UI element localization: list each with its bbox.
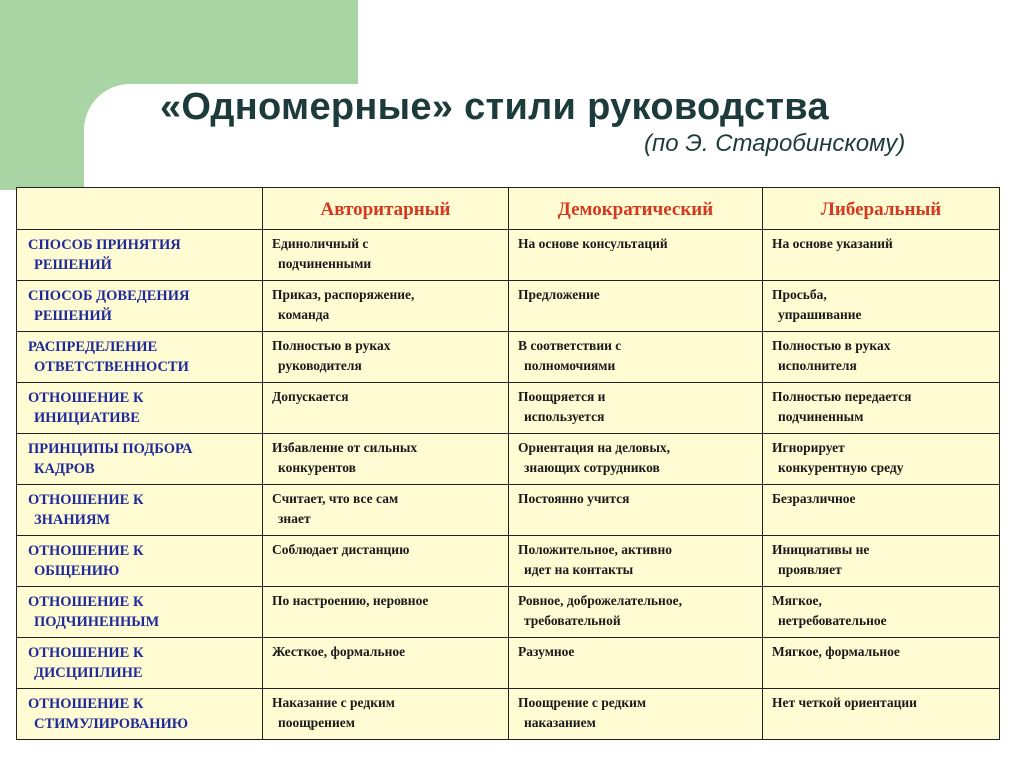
cell-line: ЗНАНИЯМ xyxy=(34,512,111,528)
cell-line: Положительное, активно xyxy=(518,542,672,557)
cell-line: ОТНОШЕНИЕ К xyxy=(28,492,144,508)
liberal-cell xyxy=(763,383,1000,434)
cell-line: Мягкое, формальное xyxy=(772,644,900,659)
cell-line: ОТНОШЕНИЕ К xyxy=(28,543,144,559)
liberal-cell xyxy=(763,281,1000,332)
row-label-cell xyxy=(17,485,263,536)
table-body xyxy=(17,230,1000,740)
authoritarian-cell xyxy=(263,383,509,434)
cell-line: ОТНОШЕНИЕ К xyxy=(28,594,144,610)
democratic-cell xyxy=(509,638,763,689)
cell-line: Жесткое, формальное xyxy=(272,644,406,659)
cell-line: ОТНОШЕНИЕ К xyxy=(28,390,144,406)
cell-line: Безразличное xyxy=(772,491,856,506)
democratic-cell xyxy=(509,689,763,740)
cell-line: Разумное xyxy=(518,644,575,659)
row-label-cell xyxy=(17,230,263,281)
row-label-cell xyxy=(17,383,263,434)
cell-line: конкурентов xyxy=(278,460,356,475)
democratic-cell xyxy=(509,587,763,638)
cell-line: КАДРОВ xyxy=(34,461,95,477)
cell-line: ОБЩЕНИЮ xyxy=(34,563,120,579)
cell-line: Инициативы не xyxy=(772,542,870,557)
cell-line: Поощрение с редким xyxy=(518,695,647,710)
table-row xyxy=(17,485,1000,536)
liberal-cell xyxy=(763,689,1000,740)
table-row xyxy=(17,230,1000,281)
table-row xyxy=(17,638,1000,689)
authoritarian-cell xyxy=(263,536,509,587)
cell-line: РЕШЕНИЙ xyxy=(34,308,112,324)
table-row xyxy=(17,332,1000,383)
cell-line: На основе указаний xyxy=(772,236,893,251)
democratic-cell xyxy=(509,536,763,587)
cell-line: Полностью в руках xyxy=(772,338,891,353)
cell-line: На основе консультаций xyxy=(518,236,668,251)
cell-line: Постоянно учится xyxy=(518,491,630,506)
row-label-cell xyxy=(17,587,263,638)
cell-line: РАСПРЕДЕЛЕНИЕ xyxy=(28,339,158,355)
authoritarian-cell xyxy=(263,689,509,740)
cell-line: поощрением xyxy=(278,715,355,730)
democratic-cell xyxy=(509,230,763,281)
democratic-cell xyxy=(509,434,763,485)
cell-line: нетребовательное xyxy=(778,613,887,628)
table-row xyxy=(17,383,1000,434)
table-row xyxy=(17,536,1000,587)
cell-line: подчиненными xyxy=(278,256,372,271)
cell-line: руководителя xyxy=(278,358,362,373)
table-header-row xyxy=(17,188,1000,230)
cell-line: ДИСЦИПЛИНЕ xyxy=(34,665,143,681)
liberal-cell xyxy=(763,434,1000,485)
authoritarian-cell xyxy=(263,485,509,536)
cell-line: СТИМУЛИРОВАНИЮ xyxy=(34,716,189,732)
liberal-cell xyxy=(763,485,1000,536)
authoritarian-cell xyxy=(263,332,509,383)
democratic-cell xyxy=(509,383,763,434)
cell-line: идет на контакты xyxy=(524,562,634,577)
row-label-cell xyxy=(17,434,263,485)
cell-line: Нет четкой ориентации xyxy=(772,695,917,710)
cell-line: ПОДЧИНЕННЫМ xyxy=(34,614,160,630)
slide-title: «Одномерные» стили руководства xyxy=(160,86,829,128)
cell-line: Полностью передается xyxy=(772,389,912,404)
cell-line: Приказ, распоряжение, xyxy=(272,287,415,302)
header-democratic: Демократический xyxy=(509,188,763,230)
cell-line: команда xyxy=(278,307,330,322)
cell-line: проявляет xyxy=(778,562,842,577)
cell-line: требовательной xyxy=(524,613,621,628)
table-row xyxy=(17,281,1000,332)
row-label-cell xyxy=(17,281,263,332)
cell-line: Мягкое, xyxy=(772,593,822,608)
cell-line: знающих сотрудников xyxy=(524,460,660,475)
liberal-cell xyxy=(763,536,1000,587)
democratic-cell xyxy=(509,332,763,383)
cell-line: По настроению, неровное xyxy=(272,593,429,608)
header-corner-cell xyxy=(17,188,263,230)
cell-line: Предложение xyxy=(518,287,600,302)
cell-line: используется xyxy=(524,409,605,424)
authoritarian-cell xyxy=(263,434,509,485)
authoritarian-cell xyxy=(263,230,509,281)
democratic-cell xyxy=(509,281,763,332)
liberal-cell xyxy=(763,332,1000,383)
cell-line: Наказание с редким xyxy=(272,695,395,710)
cell-line: ОТНОШЕНИЕ К xyxy=(28,696,144,712)
cell-line: ПРИНЦИПЫ ПОДБОРА xyxy=(28,441,193,457)
cell-line: Считает, что все сам xyxy=(272,491,399,506)
cell-line: СПОСОБ ПРИНЯТИЯ xyxy=(28,237,181,253)
leadership-styles-table xyxy=(16,187,1000,740)
cell-line: Ориентация на деловых, xyxy=(518,440,671,455)
cell-line: В соответствии с xyxy=(518,338,622,353)
cell-line: наказанием xyxy=(524,715,596,730)
cell-line: Допускается xyxy=(272,389,349,404)
header-authoritarian: Авторитарный xyxy=(263,188,509,230)
cell-line: Избавление от сильных xyxy=(272,440,418,455)
table-row xyxy=(17,587,1000,638)
liberal-cell xyxy=(763,638,1000,689)
cell-line: Просьба, xyxy=(772,287,827,302)
table-row xyxy=(17,434,1000,485)
cell-line: упрашивание xyxy=(778,307,862,322)
row-label-cell xyxy=(17,689,263,740)
cell-line: подчиненным xyxy=(778,409,864,424)
cell-line: ОТВЕТСТВЕННОСТИ xyxy=(34,359,189,375)
cell-line: ИНИЦИАТИВЕ xyxy=(34,410,140,426)
cell-line: полномочиями xyxy=(524,358,616,373)
cell-line: СПОСОБ ДОВЕДЕНИЯ xyxy=(28,288,190,304)
cell-line: Соблюдает дистанцию xyxy=(272,542,410,557)
row-label-cell xyxy=(17,332,263,383)
row-label-cell xyxy=(17,536,263,587)
table-row xyxy=(17,689,1000,740)
cell-line: исполнителя xyxy=(778,358,857,373)
cell-line: знает xyxy=(278,511,311,526)
cell-line: конкурентную среду xyxy=(778,460,904,475)
cell-line: Полностью в руках xyxy=(272,338,391,353)
democratic-cell xyxy=(509,485,763,536)
authoritarian-cell xyxy=(263,638,509,689)
cell-line: Ровное, доброжелательное, xyxy=(518,593,682,608)
cell-line: Поощряется и xyxy=(518,389,606,404)
cell-line: Игнорирует xyxy=(772,440,845,455)
authoritarian-cell xyxy=(263,281,509,332)
liberal-cell xyxy=(763,230,1000,281)
cell-line: ОТНОШЕНИЕ К xyxy=(28,645,144,661)
authoritarian-cell xyxy=(263,587,509,638)
row-label-cell xyxy=(17,638,263,689)
header-liberal: Либеральный xyxy=(763,188,1000,230)
cell-line: РЕШЕНИЙ xyxy=(34,257,112,273)
slide-subtitle: (по Э. Старобинскому) xyxy=(644,130,906,157)
cell-line: Единоличный с xyxy=(272,236,369,251)
liberal-cell xyxy=(763,587,1000,638)
